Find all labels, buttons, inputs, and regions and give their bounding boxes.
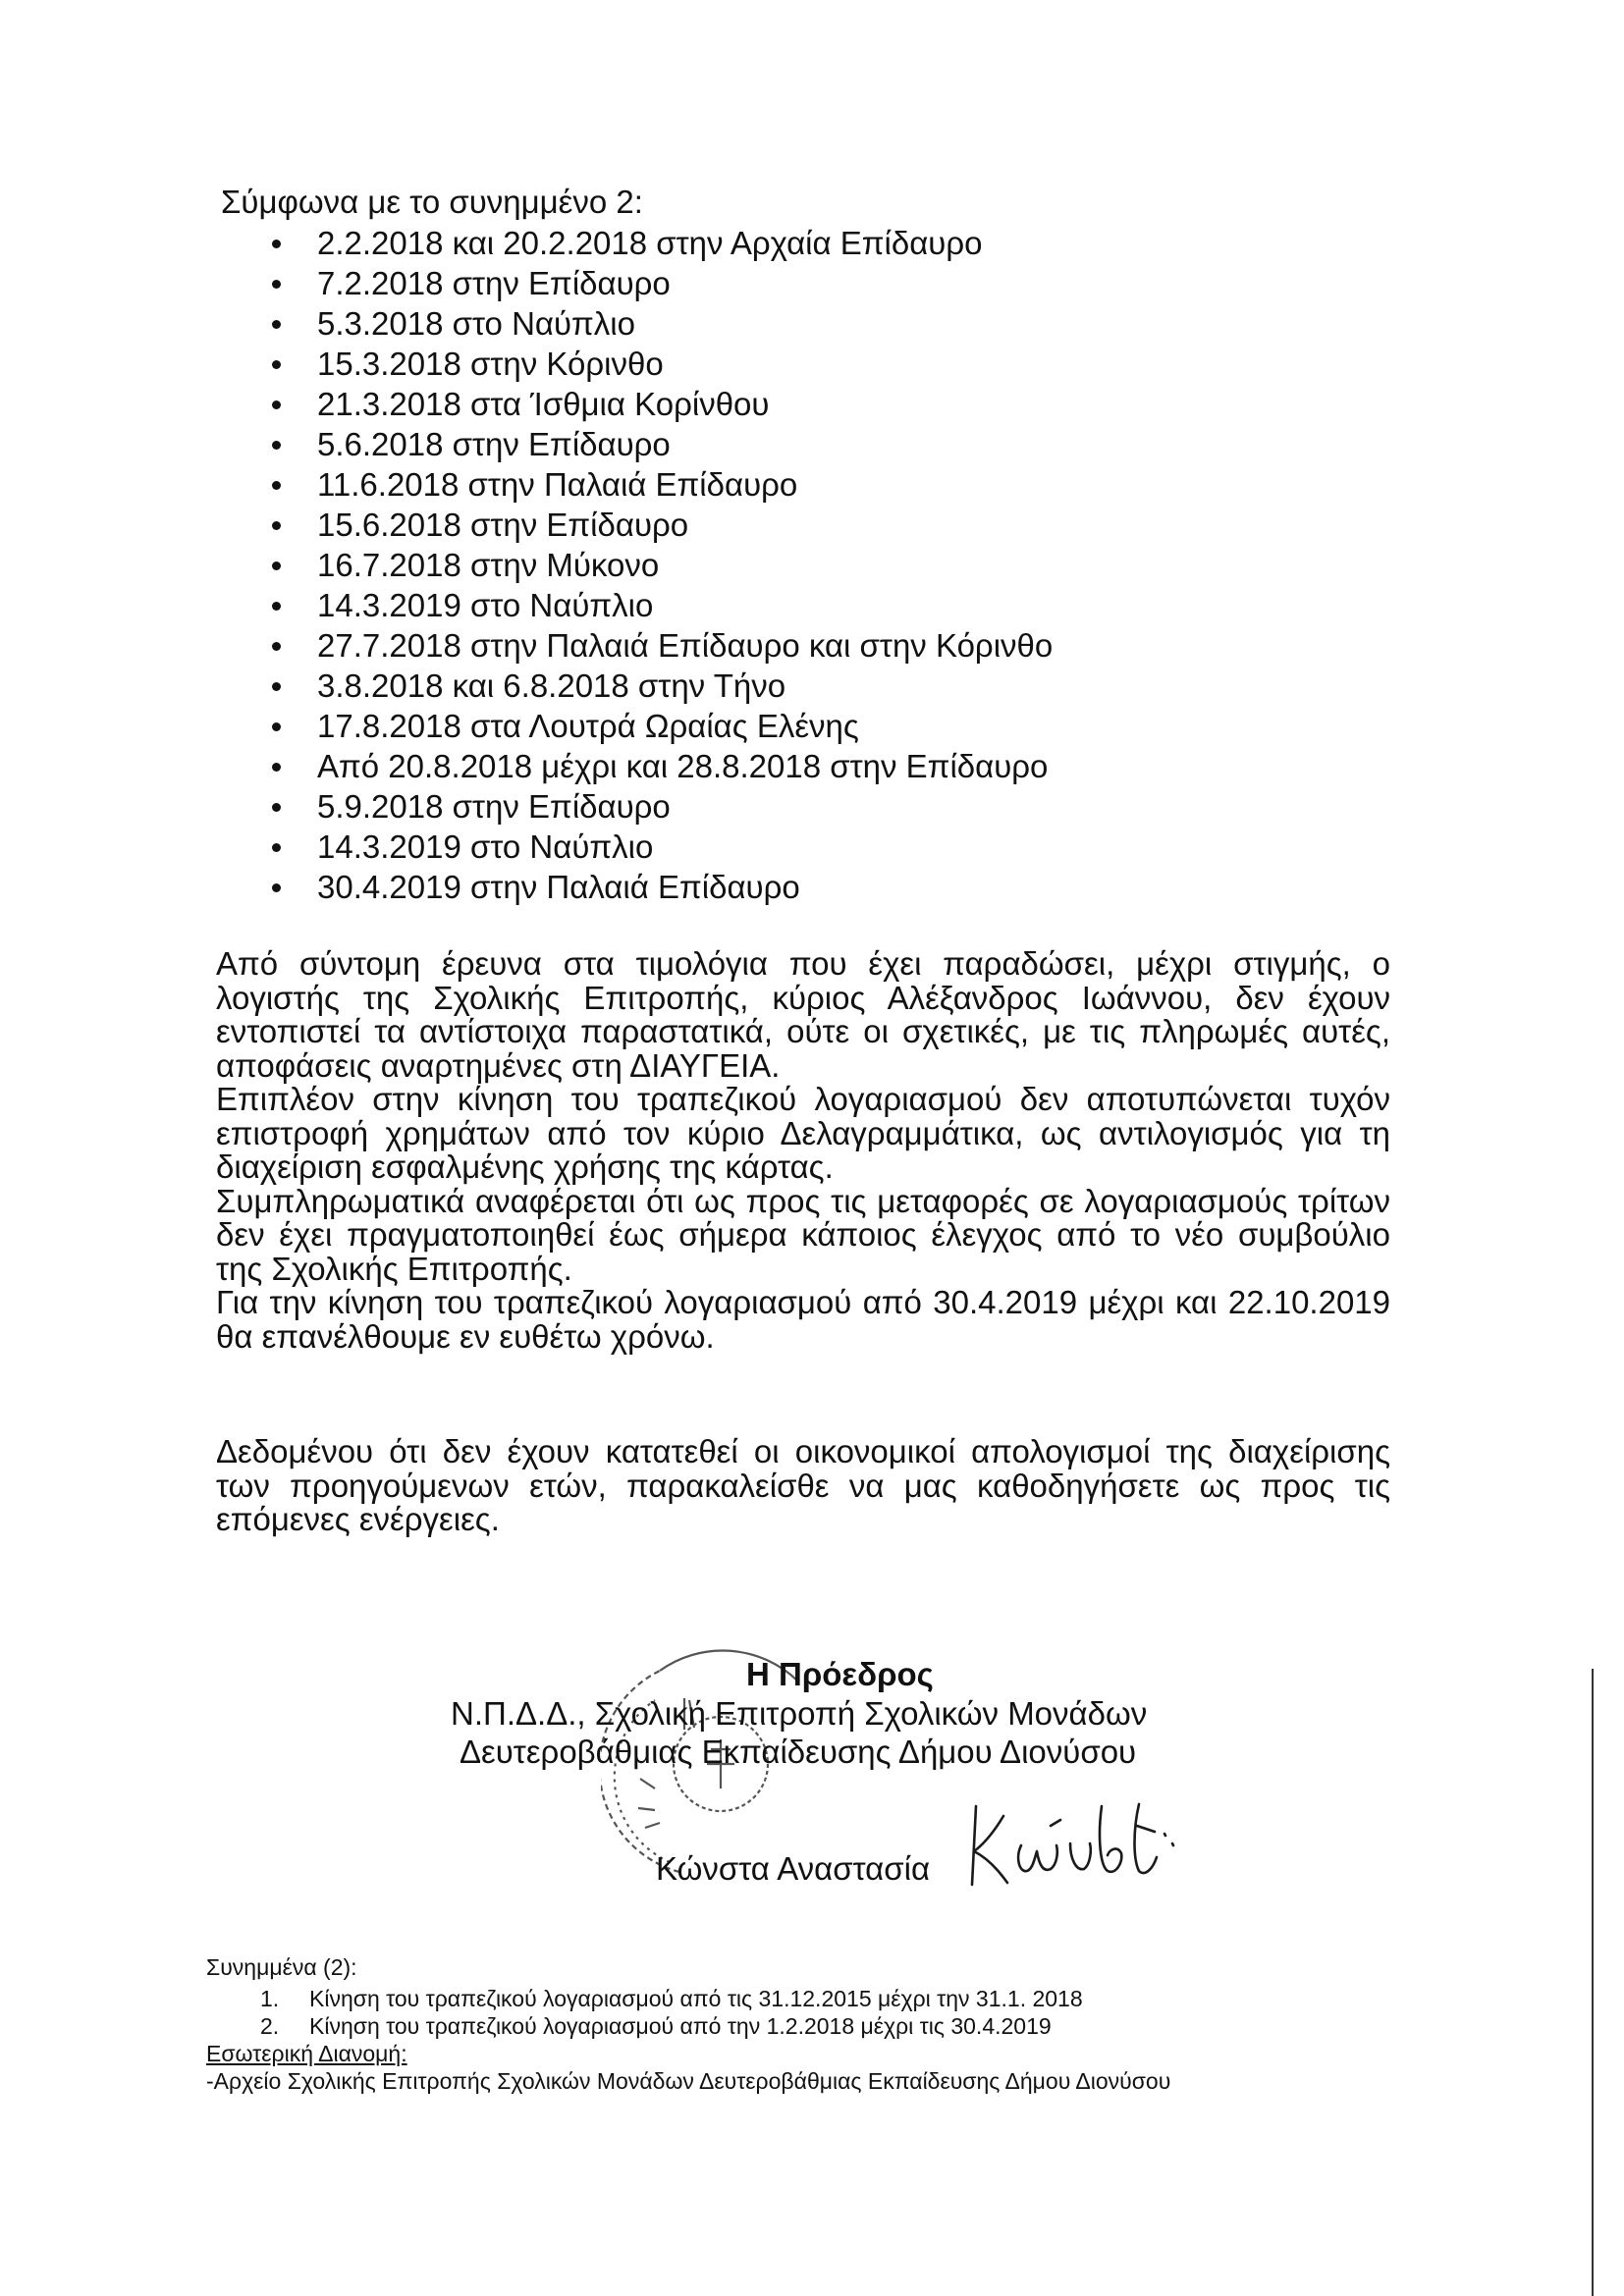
dates-list <box>268 223 1053 907</box>
attachment-item <box>260 2012 1170 2040</box>
attachments-footer <box>206 1953 1170 2095</box>
date-list-item: 15.3.2018 στην Κόρινθο <box>268 344 1053 384</box>
date-list-item: 17.8.2018 στα Λουτρά Ωραίας Ελένης <box>268 706 1053 746</box>
date-list-item: 15.6.2018 στην Επίδαυρο <box>268 505 1053 545</box>
paragraph-request-guidance: Δεδομένου ότι δεν έχουν κατατεθεί οι οικονομικοί απολογισμοί της διαχείρισης των προηγούμενων ετών, παρακαλείσθε να μας καθοδηγήσετε ως προς τις επόμενες ενέργειες. <box>216 1433 1390 1537</box>
attachment-number: 2. <box>260 2013 280 2039</box>
date-list-item: 27.7.2018 στην Παλαιά Επίδαυρο και στην Κόρινθο <box>268 625 1053 666</box>
attachments-list <box>206 1985 1170 2040</box>
investigation-block <box>216 947 1390 1354</box>
paragraph-invoices: Από σύντομη έρευνα στα τιμολόγια που έχει παραδώσει, μέχρι στιγμής, ο λογιστής της Σχολικής Επιτροπής, κύριος Αλέξανδρος Ιωάννου, δεν έχουν εντοπιστεί τα αντίστοιχα παραστατικά, ούτε οι σχετικές, με τις πληρωμές αυτές, αποφάσεις αναρτημένες στη ΔΙΑΥΓΕΙΑ. <box>216 945 1390 1084</box>
attachments-heading: Συνημμένα (2): <box>206 1954 357 1980</box>
date-list-item: 5.3.2018 στο Ναύπλιο <box>268 303 1053 344</box>
closing-block <box>216 1435 1390 1537</box>
signatory-name: Κώνστα Αναστασία <box>656 1850 931 1887</box>
distribution-item: -Αρχείο Σχολικής Επιτροπής Σχολικών Μονάδων Δευτεροβάθμιας Εκπαίδευσης Δήμου Διονύσου <box>206 2068 1171 2094</box>
date-list-item: 14.3.2019 στο Ναύπλιο <box>268 585 1053 625</box>
paragraph-transfers: Συμπληρωματικά αναφέρεται ότι ως προς τις μεταφορές σε λογαριασμούς τρίτων δεν έχει πραγματοποιηθεί έως σήμερα κάποιος έλεγχος από το νέο συμβούλιο της Σχολικής Επιτροπής. <box>216 1182 1390 1287</box>
date-list-item: 11.6.2018 στην Παλαιά Επίδαυρο <box>268 464 1053 505</box>
date-list-item: 16.7.2018 στην Μύκονο <box>268 545 1053 585</box>
date-list-item: 2.2.2018 και 20.2.2018 στην Αρχαία Επίδαυρο <box>268 223 1053 263</box>
date-list-item: 3.8.2018 και 6.8.2018 στην Τήνο <box>268 666 1053 706</box>
date-list-item: 30.4.2019 στην Παλαιά Επίδαυρο <box>268 867 1053 907</box>
distribution-heading: Εσωτερική Διανομή: <box>206 2041 407 2066</box>
signature-title: Η Πρόεδρος <box>746 1656 934 1692</box>
intro-line: Σύμφωνα με το συνημμένο 2: <box>221 184 643 220</box>
date-list-item: Από 20.8.2018 μέχρι και 28.8.2018 στην Επίδαυρο <box>268 746 1053 786</box>
attachment-text: Κίνηση του τραπεζικού λογαριασμού από τις 31.12.2015 μέχρι την 31.1. 2018 <box>309 1986 1083 2011</box>
date-list-item: 5.6.2018 στην Επίδαυρο <box>268 424 1053 464</box>
date-list-item: 7.2.2018 στην Επίδαυρο <box>268 263 1053 303</box>
signature-org-line-1: Ν.Π.Δ.Δ., Σχολική Επιτροπή Σχολικών Μονάδων <box>451 1695 1148 1732</box>
date-list-item: 5.9.2018 στην Επίδαυρο <box>268 786 1053 827</box>
official-seal-stamp <box>601 1641 846 1887</box>
paragraph-bank-refund: Επιπλέον στην κίνηση του τραπεζικού λογαριασμού δεν αποτυπώνεται τυχόν επιστροφή χρημάτων από τον κύριο Δελαγραμμάτικα, ως αντιλογισμός για τη διαχείριση εσφαλμένης χρήσης της κάρτας. <box>216 1081 1390 1185</box>
signature-org-line-2: Δευτεροβάθμιας Εκπαίδευσης Δήμου Διονύσου <box>460 1734 1137 1770</box>
handwritten-signature <box>964 1787 1180 1895</box>
attachment-number: 1. <box>260 1986 280 2011</box>
attachment-text: Κίνηση του τραπεζικού λογαριασμού από την 1.2.2018 μέχρι τις 30.4.2019 <box>309 2013 1052 2039</box>
scan-margin-line <box>1592 1669 1594 2296</box>
paragraph-followup: Για την κίνηση του τραπεζικού λογαριασμού από 30.4.2019 μέχρι και 22.10.2019 θα επανέλθουμε εν ευθέτω χρόνω. <box>216 1284 1390 1355</box>
date-list-item: 14.3.2019 στο Ναύπλιο <box>268 827 1053 867</box>
date-list-item: 21.3.2018 στα Ίσθμια Κορίνθου <box>268 384 1053 424</box>
attachment-item <box>260 1985 1170 2012</box>
